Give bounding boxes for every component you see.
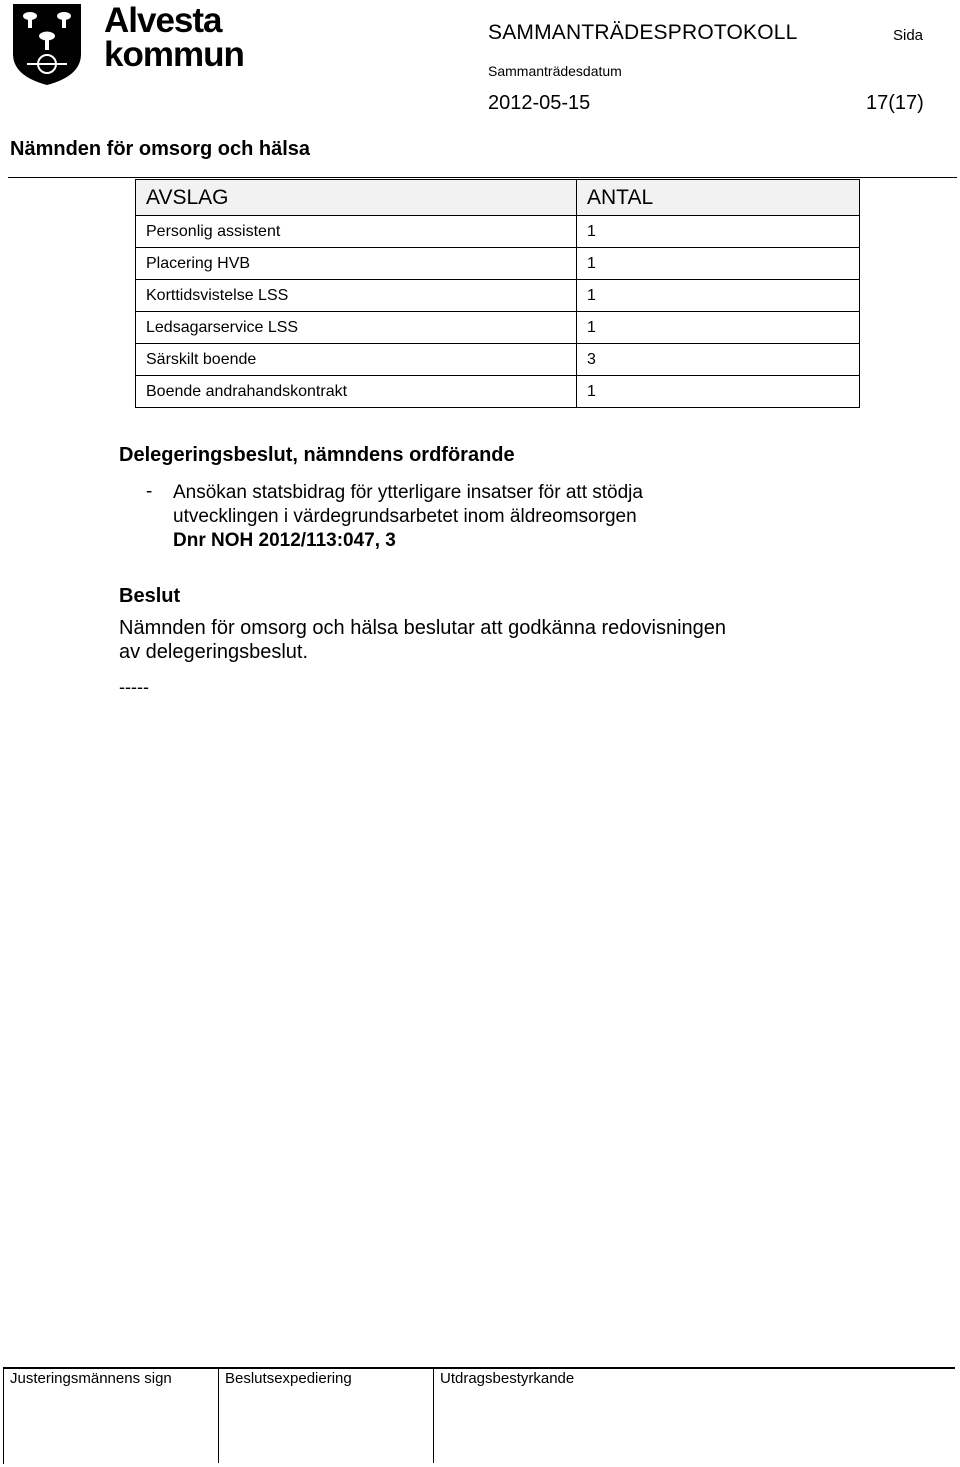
rejection-table: [135, 179, 860, 408]
decision-text: [119, 616, 726, 664]
document-type: SAMMANTRÄDESPROTOKOLL: [488, 21, 798, 44]
alvesta-kommun-logo: [10, 2, 242, 88]
decision-line: av delegeringsbeslut.: [119, 641, 309, 663]
decision-heading: Beslut: [119, 585, 181, 607]
logo-wordmark: [104, 1, 244, 74]
row-label: Korttidsvistelse LSS: [136, 280, 577, 312]
footer-label-justering: Justeringsmännens sign: [10, 1370, 172, 1387]
footer-divider: [433, 1368, 434, 1463]
row-count: 3: [577, 344, 860, 376]
footer-label-beslutsexpediering: Beslutsexpediering: [225, 1370, 352, 1387]
page-number: 17(17): [866, 92, 924, 114]
delegation-item-line: utvecklingen i värdegrundsarbetet inom äldreomsorgen: [173, 506, 637, 527]
column-header-antal: ANTAL: [577, 180, 860, 216]
header-divider: [8, 177, 957, 178]
footer-divider: [218, 1368, 219, 1463]
row-count: 1: [577, 280, 860, 312]
footer-label-utdragsbestyrkande: Utdragsbestyrkande: [440, 1370, 575, 1387]
coat-of-arms-icon: [10, 2, 84, 86]
row-count: 1: [577, 216, 860, 248]
delegation-item: [173, 481, 643, 553]
row-label: Personlig assistent: [136, 216, 577, 248]
logo-word-2: kommun: [104, 35, 244, 74]
meeting-date-label: Sammanträdesdatum: [488, 63, 622, 79]
row-label: Placering HVB: [136, 248, 577, 280]
row-count: 1: [577, 312, 860, 344]
row-label: Ledsagarservice LSS: [136, 312, 577, 344]
case-number: Dnr NOH 2012/113:047, 3: [173, 530, 396, 551]
list-bullet: -: [146, 481, 153, 502]
table-row: [136, 280, 860, 312]
committee-name: Nämnden för omsorg och hälsa: [10, 138, 311, 160]
page-label: Sida: [893, 27, 924, 44]
table-row: [136, 344, 860, 376]
row-label: Boende andrahandskontrakt: [136, 376, 577, 408]
delegation-heading: Delegeringsbeslut, nämndens ordförande: [119, 444, 515, 466]
meeting-date: 2012-05-15: [488, 92, 591, 114]
decision-line: Nämnden för omsorg och hälsa beslutar att godkänna redovisningen: [119, 617, 727, 639]
delegation-item-line: Ansökan statsbidrag för ytterligare insatser för att stödja: [173, 482, 643, 503]
logo-word-1: Alvesta: [104, 1, 222, 40]
table-row: [136, 216, 860, 248]
row-count: 1: [577, 376, 860, 408]
column-header-avslag: AVSLAG: [136, 180, 577, 216]
row-count: 1: [577, 248, 860, 280]
table-row: [136, 312, 860, 344]
section-separator: -----: [119, 677, 149, 697]
row-label: Särskilt boende: [136, 344, 577, 376]
table-header-row: [136, 180, 860, 216]
table-row: [136, 376, 860, 408]
table-row: [136, 248, 860, 280]
